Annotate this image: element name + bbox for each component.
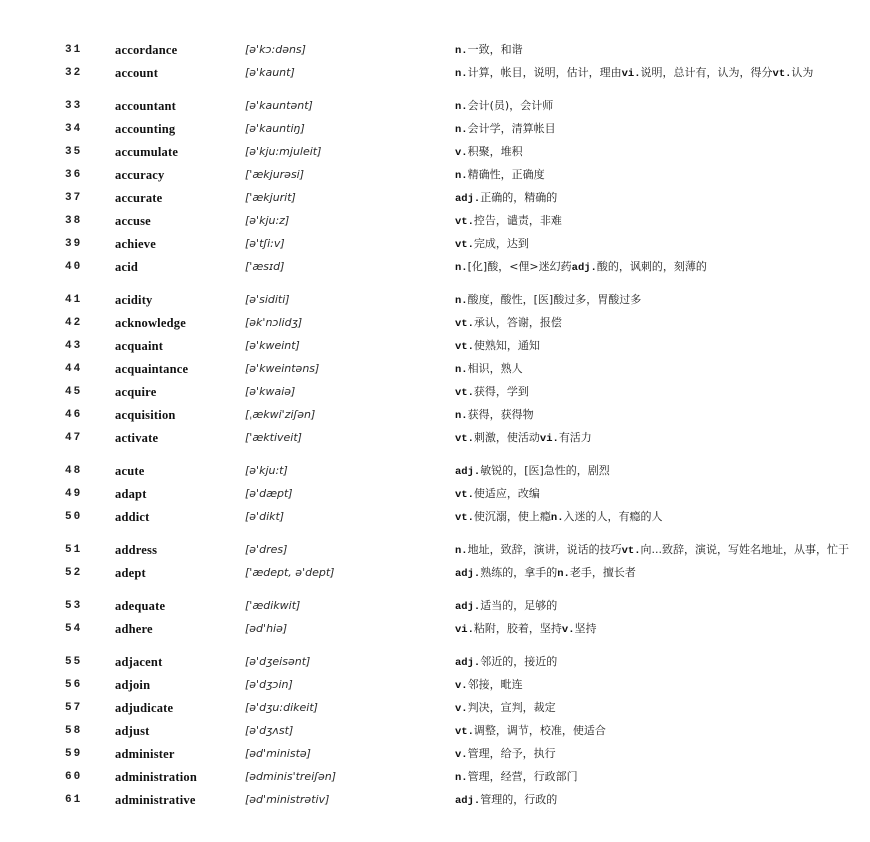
definition-text: 敏锐的，[医]急性的，剧烈 <box>480 464 610 477</box>
entry-phonetic: [ə'kju:t] <box>245 464 288 477</box>
entry-definition <box>455 238 858 251</box>
entry-word: accountant <box>115 99 177 113</box>
entry-phonetic: [ə'dʒeisənt] <box>245 655 311 668</box>
entry-definition <box>455 261 858 274</box>
pos-tag: n. <box>455 262 468 274</box>
entry-definition <box>455 215 858 228</box>
pos-tag: vi. <box>455 624 474 636</box>
entry-number: 51 <box>65 544 83 556</box>
entry-phonetic: [ə'kweint] <box>245 339 300 352</box>
entry-phonetic: [ə'dʒu:dikeit] <box>245 701 318 714</box>
vocab-row <box>65 488 858 501</box>
entry-number: 45 <box>65 386 83 398</box>
vocab-row <box>65 169 858 182</box>
definition-text: 有活力 <box>558 431 592 444</box>
entry-word: accurate <box>115 191 163 205</box>
definition-text: 酸度，酸性，[医]酸过多，胃酸过多 <box>467 293 642 306</box>
definition-text: 使熟知，通知 <box>473 339 540 352</box>
entry-number: 33 <box>65 100 83 112</box>
entry-word: account <box>115 66 159 80</box>
entry-phonetic: [ədminis'treiʃən] <box>245 770 336 783</box>
vocab-row <box>65 363 858 376</box>
definition-text: 管理，给予，执行 <box>467 747 556 760</box>
entry-definition <box>455 123 858 136</box>
entry-phonetic: [ə'kauntənt] <box>245 99 313 112</box>
entry-definition <box>455 192 858 205</box>
pos-tag: adj. <box>455 657 481 669</box>
definition-text: 邻接，毗连 <box>467 678 523 691</box>
entry-number: 50 <box>65 511 83 523</box>
entry-number: 32 <box>65 67 83 79</box>
entry-word: acidity <box>115 293 153 307</box>
entry-phonetic: [əd'ministə] <box>245 747 311 760</box>
entry-number: 56 <box>65 679 83 691</box>
entry-definition <box>455 656 858 669</box>
entry-word: adapt <box>115 487 147 501</box>
entry-definition <box>455 146 858 159</box>
pos-tag: n. <box>455 170 468 182</box>
pos-tag: adj. <box>455 568 481 580</box>
vocab-row <box>65 511 858 524</box>
entry-number: 58 <box>65 725 83 737</box>
entry-word: acknowledge <box>115 316 186 330</box>
definition-text: [化]酸，<俚>迷幻药 <box>467 260 572 273</box>
vocab-row <box>65 146 858 159</box>
entry-definition <box>455 317 858 330</box>
entry-word: accumulate <box>115 145 179 159</box>
entry-number: 53 <box>65 600 83 612</box>
vocab-row <box>65 623 858 636</box>
entry-word: adjust <box>115 724 150 738</box>
pos-tag: adj. <box>571 262 597 274</box>
definition-text: 邻近的，接近的 <box>480 655 558 668</box>
vocab-row <box>65 340 858 353</box>
pos-tag: vt. <box>455 216 474 228</box>
entry-word: adequate <box>115 599 166 613</box>
definition-text: 说明，总计有，认为，得分 <box>640 66 773 79</box>
definition-text: 获得，学到 <box>473 385 529 398</box>
vocab-row <box>65 656 858 669</box>
definition-text: 适当的，足够的 <box>480 599 558 612</box>
entry-number: 43 <box>65 340 83 352</box>
pos-tag: vt. <box>455 318 474 330</box>
entry-phonetic: [əd'ministrətiv] <box>245 793 330 806</box>
entry-word: acquisition <box>115 408 176 422</box>
entry-definition <box>455 100 858 113</box>
entry-phonetic: ['ækjurit] <box>245 191 296 204</box>
definition-text: 正确的，精确的 <box>480 191 558 204</box>
entry-number: 41 <box>65 294 83 306</box>
definition-text: 获得，获得物 <box>467 408 534 421</box>
definition-text: 相识，熟人 <box>467 362 523 375</box>
pos-tag: n. <box>550 512 564 524</box>
entry-number: 49 <box>65 488 83 500</box>
entry-number: 57 <box>65 702 83 714</box>
entry-number: 35 <box>65 146 83 158</box>
entry-word: addict <box>115 510 150 524</box>
vocab-row <box>65 702 858 715</box>
definition-text: 向...致辞，演说，写姓名地址，从事，忙于 <box>640 543 850 556</box>
entry-definition <box>455 67 858 80</box>
pos-tag: vt. <box>455 341 474 353</box>
vocab-row <box>65 748 858 761</box>
entry-definition <box>455 432 858 445</box>
vocab-row <box>65 100 858 113</box>
pos-tag: vt. <box>455 489 474 501</box>
entry-phonetic: [əd'hiə] <box>245 622 288 635</box>
entry-number: 60 <box>65 771 83 783</box>
entry-number: 34 <box>65 123 83 135</box>
pos-tag: n. <box>455 545 468 557</box>
vocab-row <box>65 409 858 422</box>
entry-number: 44 <box>65 363 83 375</box>
pos-tag: adj. <box>455 466 481 478</box>
entry-word: achieve <box>115 237 156 251</box>
entry-word: accuracy <box>115 168 165 182</box>
definition-text: 刺激，使活动 <box>473 431 540 444</box>
entry-word: accuse <box>115 214 151 228</box>
entry-definition <box>455 567 858 580</box>
pos-tag: n. <box>455 410 468 422</box>
entry-definition <box>455 544 858 557</box>
definition-text: 控告，谴责，非难 <box>473 214 562 227</box>
definition-text: 管理，经营，行政部门 <box>467 770 578 783</box>
entry-phonetic: [ə'dʒʌst] <box>245 724 294 737</box>
entry-word: adept <box>115 566 146 580</box>
entry-phonetic: [ə'dres] <box>245 543 288 556</box>
definition-text: 计算，帐目，说明，估计，理由 <box>467 66 622 79</box>
entry-number: 37 <box>65 192 83 204</box>
pos-tag: vt. <box>621 545 641 557</box>
entry-phonetic: ['ædept, ə'dept] <box>245 566 335 579</box>
pos-tag: v. <box>455 749 468 761</box>
definition-text: 粘附，胶着，坚持 <box>473 622 562 635</box>
entry-word: accordance <box>115 43 178 57</box>
definition-text: 酸的，讽刺的，刻薄的 <box>596 260 707 273</box>
definition-text: 坚持 <box>574 622 597 635</box>
entry-phonetic: [ə'kju:z] <box>245 214 290 227</box>
vocab-row <box>65 771 858 784</box>
pos-tag: vt. <box>772 68 792 80</box>
entry-phonetic: [ək'nɔlidʒ] <box>245 316 303 329</box>
entry-definition <box>455 386 858 399</box>
entry-definition <box>455 748 858 761</box>
entry-phonetic: ['æktiveit] <box>245 431 302 444</box>
entry-word: acid <box>115 260 139 274</box>
entry-word: activate <box>115 431 159 445</box>
pos-tag: n. <box>557 568 570 580</box>
vocab-row <box>65 261 858 274</box>
entry-number: 55 <box>65 656 83 668</box>
entry-definition <box>455 623 858 636</box>
entry-number: 38 <box>65 215 83 227</box>
vocab-row <box>65 238 858 251</box>
vocab-row <box>65 123 858 136</box>
entry-phonetic: [ə'kweintəns] <box>245 362 320 375</box>
entry-phonetic: ['æsɪd] <box>245 260 285 273</box>
entry-number: 47 <box>65 432 83 444</box>
definition-text: 精确性，正确度 <box>467 168 545 181</box>
entry-phonetic: [ə'dʒɔin] <box>245 678 293 691</box>
entry-phonetic: [ə'kɔ:dəns] <box>245 43 306 56</box>
entry-phonetic: [ə'tʃi:v] <box>245 237 285 250</box>
entry-phonetic: ['ækjurəsi] <box>245 168 305 181</box>
entry-definition <box>455 702 858 715</box>
entry-phonetic: [ə'dæpt] <box>245 487 293 500</box>
entry-word: adjoin <box>115 678 151 692</box>
pos-tag: n. <box>455 772 468 784</box>
pos-tag: adj. <box>455 795 481 807</box>
pos-tag: vt. <box>455 239 474 251</box>
pos-tag: n. <box>455 124 468 136</box>
entry-number: 31 <box>65 44 83 56</box>
entry-definition <box>455 600 858 613</box>
entry-word: acquaintance <box>115 362 189 376</box>
entry-word: adjacent <box>115 655 163 669</box>
vocab-row <box>65 725 858 738</box>
pos-tag: adj. <box>455 601 481 613</box>
entry-number: 59 <box>65 748 83 760</box>
entry-definition <box>455 294 858 307</box>
entry-phonetic: [ə'kauntiŋ] <box>245 122 305 135</box>
entry-definition <box>455 409 858 422</box>
entry-word: administrative <box>115 793 196 807</box>
vocab-row <box>65 294 858 307</box>
vocab-row <box>65 192 858 205</box>
entry-number: 39 <box>65 238 83 250</box>
entry-word: acute <box>115 464 145 478</box>
entry-word: acquaint <box>115 339 164 353</box>
entry-word: adhere <box>115 622 153 636</box>
definition-text: 承认，答谢，报偿 <box>473 316 562 329</box>
entry-definition <box>455 44 858 57</box>
entry-word: administer <box>115 747 175 761</box>
vocab-row <box>65 44 858 57</box>
entry-phonetic: [ə'kju:mjuleit] <box>245 145 322 158</box>
definition-text: 老手，擅长者 <box>569 566 636 579</box>
entry-number: 42 <box>65 317 83 329</box>
vocab-row <box>65 67 858 80</box>
vocab-row <box>65 567 858 580</box>
entry-word: administration <box>115 770 197 784</box>
vocab-row <box>65 544 858 557</box>
entry-number: 36 <box>65 169 83 181</box>
definition-text: 入迷的人，有瘾的人 <box>563 510 663 523</box>
entry-phonetic: [ə'dikt] <box>245 510 285 523</box>
pos-tag: vi. <box>539 433 559 445</box>
pos-tag: n. <box>455 45 468 57</box>
pos-tag: v. <box>561 624 575 636</box>
pos-tag: v. <box>455 703 468 715</box>
entry-definition <box>455 725 858 738</box>
vocab-row <box>65 465 858 478</box>
pos-tag: n. <box>455 101 468 113</box>
definition-text: 使适应，改编 <box>473 487 540 500</box>
vocab-row <box>65 317 858 330</box>
entry-number: 61 <box>65 794 83 806</box>
definition-text: 会计(员)，会计师 <box>467 99 554 112</box>
definition-text: 会计学，清算帐目 <box>467 122 556 135</box>
entry-definition <box>455 679 858 692</box>
definition-text: 积聚，堆积 <box>467 145 523 158</box>
entry-phonetic: [ə'kaunt] <box>245 66 295 79</box>
entry-definition <box>455 340 858 353</box>
vocab-row <box>65 679 858 692</box>
entry-definition <box>455 511 858 524</box>
entry-phonetic: [ə'siditi] <box>245 293 290 306</box>
definition-text: 使沉溺，使上瘾 <box>473 510 551 523</box>
pos-tag: vi. <box>621 68 641 80</box>
pos-tag: adj. <box>455 193 481 205</box>
definition-text: 认为 <box>791 66 814 79</box>
entry-phonetic: [ə'kwaiə] <box>245 385 296 398</box>
pos-tag: vt. <box>455 512 474 524</box>
entry-word: acquire <box>115 385 157 399</box>
pos-tag: n. <box>455 364 468 376</box>
entry-word: address <box>115 543 158 557</box>
pos-tag: v. <box>455 147 468 159</box>
vocab-row <box>65 215 858 228</box>
vocab-row <box>65 794 858 807</box>
definition-text: 地址，致辞，演讲，说话的技巧 <box>467 543 622 556</box>
entry-definition <box>455 771 858 784</box>
entry-word: accounting <box>115 122 176 136</box>
entry-definition <box>455 363 858 376</box>
pos-tag: vt. <box>455 387 474 399</box>
definition-text: 熟练的，拿手的 <box>480 566 558 579</box>
entry-definition <box>455 488 858 501</box>
pos-tag: v. <box>455 680 468 692</box>
entry-definition <box>455 169 858 182</box>
entry-phonetic: ['ædikwit] <box>245 599 301 612</box>
vocab-row <box>65 432 858 445</box>
entry-phonetic: [ˌækwi'ziʃən] <box>245 408 316 421</box>
entry-number: 48 <box>65 465 83 477</box>
entry-word: adjudicate <box>115 701 174 715</box>
vocab-list <box>65 44 858 807</box>
pos-tag: vt. <box>455 726 474 738</box>
definition-text: 调整，调节，校准，使适合 <box>473 724 606 737</box>
vocab-row <box>65 386 858 399</box>
entry-number: 46 <box>65 409 83 421</box>
definition-text: 一致，和谐 <box>467 43 523 56</box>
definition-text: 完成，达到 <box>473 237 529 250</box>
entry-number: 54 <box>65 623 83 635</box>
entry-definition <box>455 794 858 807</box>
definition-text: 判决，宣判，裁定 <box>467 701 556 714</box>
vocab-row <box>65 600 858 613</box>
definition-text: 管理的，行政的 <box>480 793 558 806</box>
pos-tag: n. <box>455 68 468 80</box>
pos-tag: n. <box>455 295 468 307</box>
pos-tag: vt. <box>455 433 474 445</box>
entry-number: 40 <box>65 261 83 273</box>
entry-definition <box>455 465 858 478</box>
entry-number: 52 <box>65 567 83 579</box>
